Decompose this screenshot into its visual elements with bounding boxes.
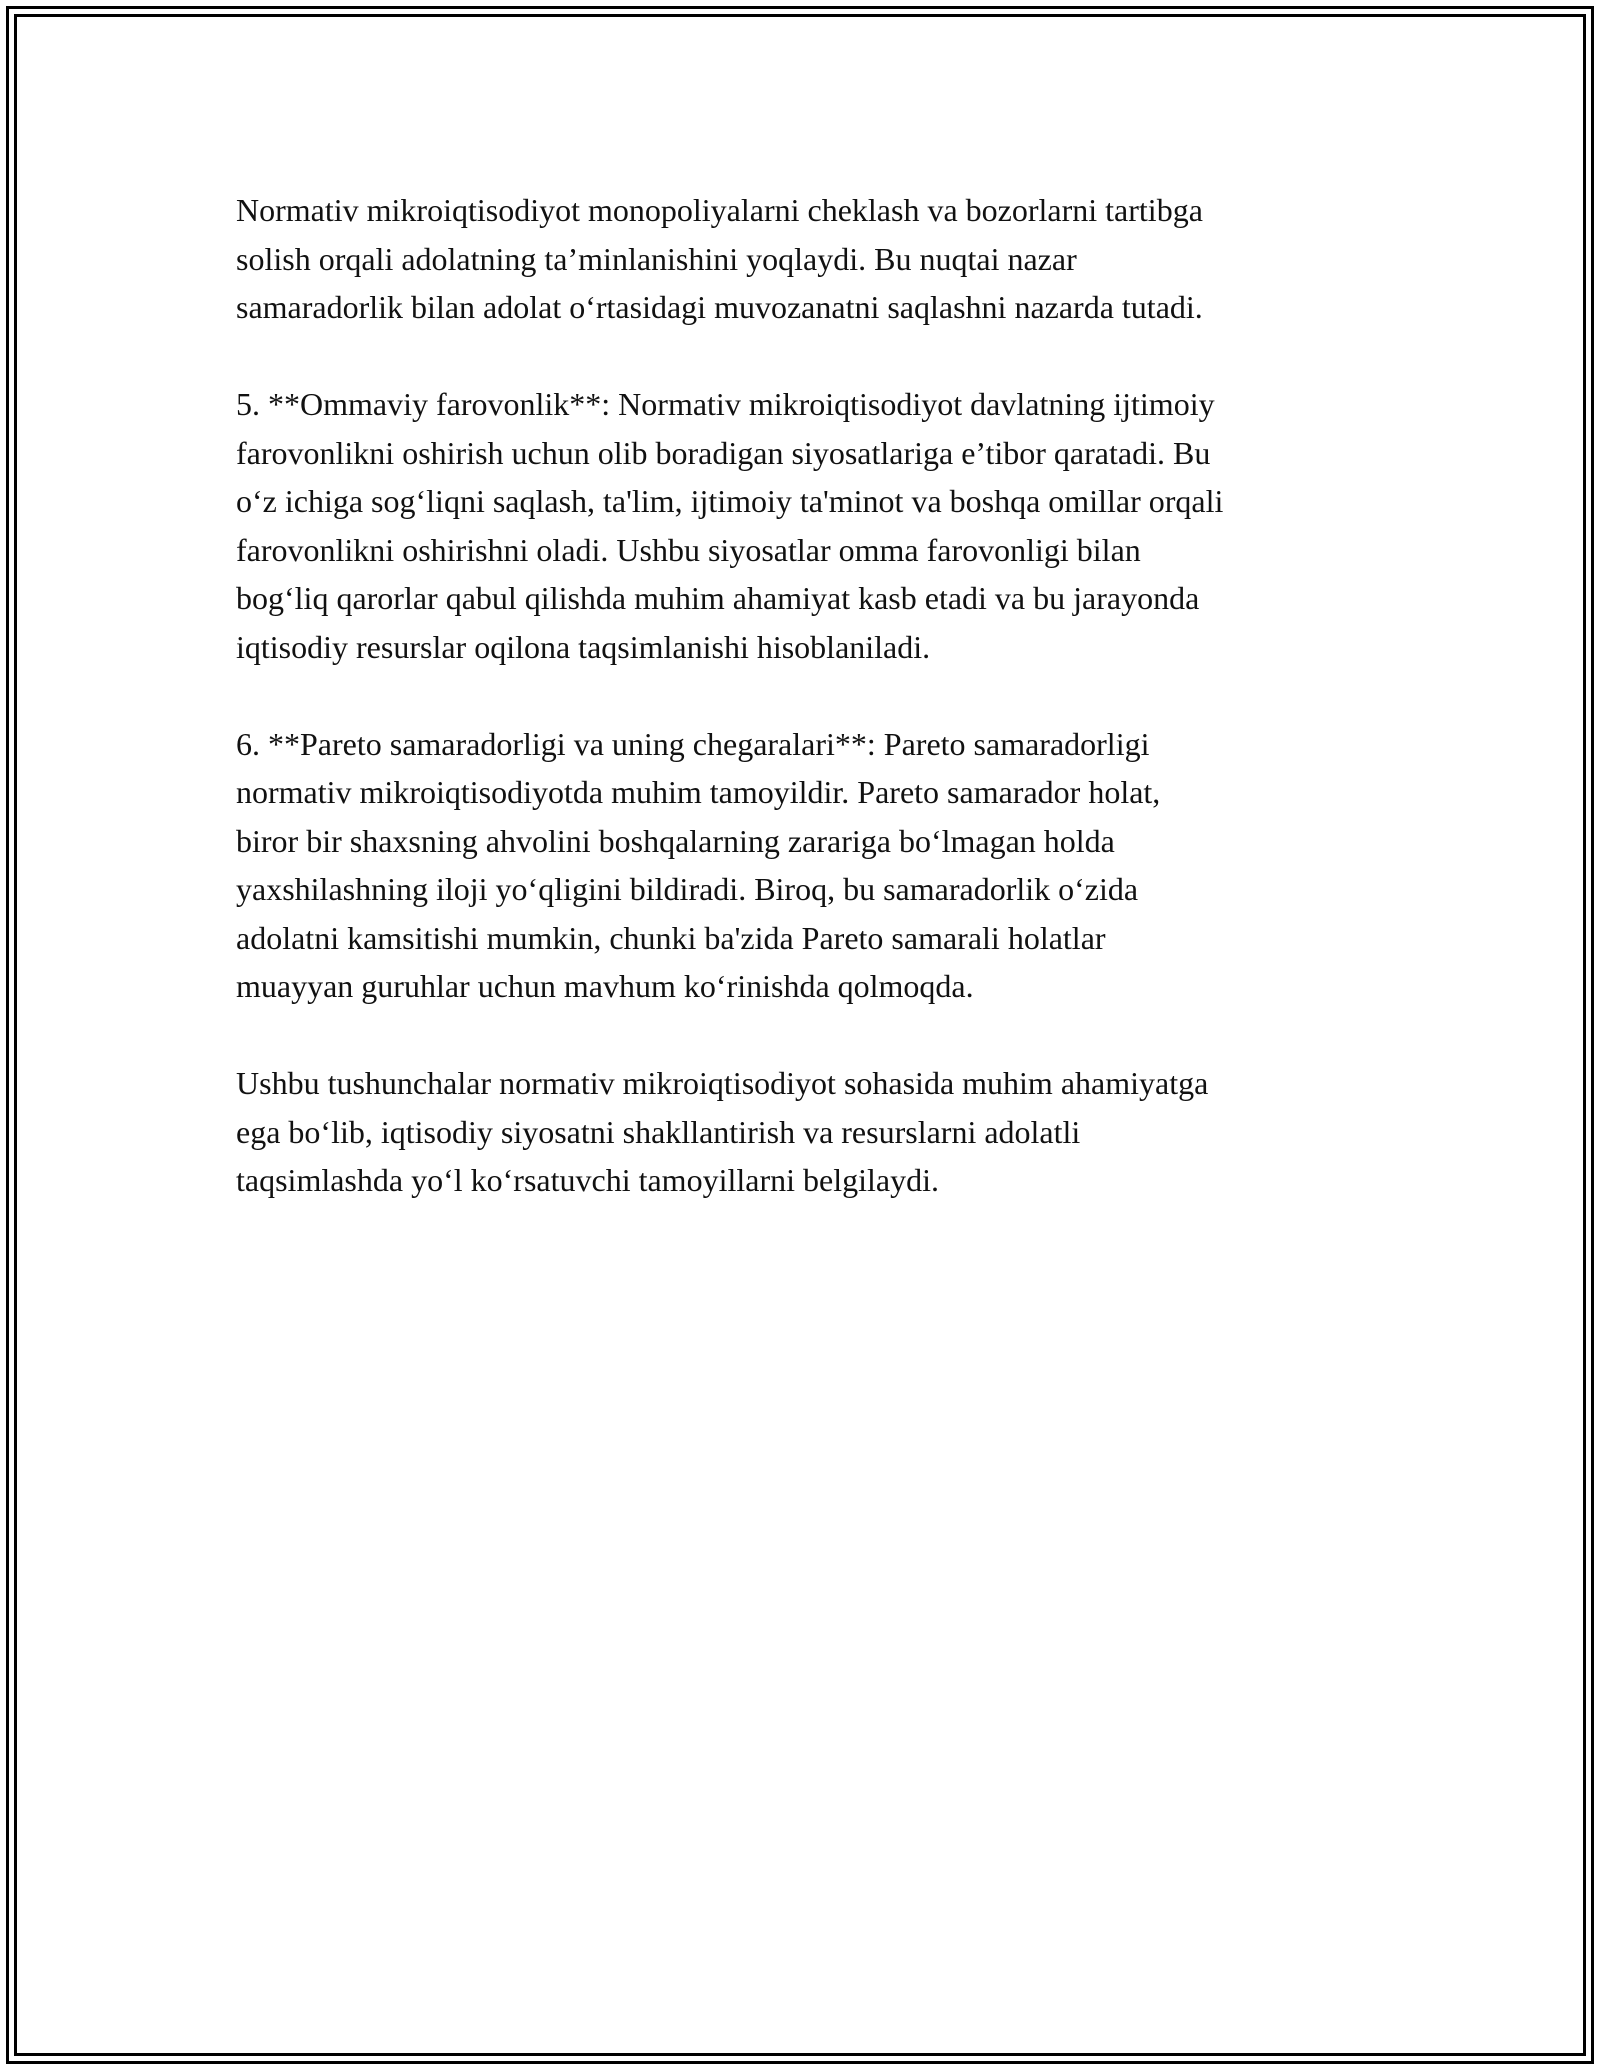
text-line: 5. **Ommaviy farovonlik**: Normativ mikroiqtisodiyot davlatning ijtimoiy	[236, 386, 1215, 422]
text-line: Normativ mikroiqtisodiyot monopoliyalarni cheklash va bozorlarni tartibga	[236, 192, 1203, 228]
paragraph-pareto	[236, 720, 1376, 1011]
text-line: normativ mikroiqtisodiyotda muhim tamoyildir. Pareto samarador holat,	[236, 774, 1161, 810]
paragraph-intro	[236, 186, 1376, 332]
text-line: adolatni kamsitishi mumkin, chunki ba'zida Pareto samarali holatlar	[236, 919, 1106, 956]
text-line: farovonlikni oshirish uchun olib boradigan siyosatlariga e’tibor qaratadi. Bu	[236, 434, 1211, 471]
text-line: 6. **Pareto samaradorligi va uning chegaralari**: Pareto samaradorligi	[236, 725, 1150, 762]
text-line: yaxshilashning iloji yo‘qligini bildiradi. Biroq, bu samaradorlik o‘zida	[236, 871, 1139, 907]
text-line: Ushbu tushunchalar normativ mikroiqtisodiyot sohasida muhim ahamiyatga	[236, 1065, 1209, 1101]
text-line: farovonlikni oshirishni oladi. Ushbu siyosatlar omma farovonligi bilan	[236, 531, 1141, 568]
text-line: biror bir shaxsning ahvolini boshqalarning zarariga bo‘lmagan holda	[236, 822, 1115, 859]
text-line: taqsimlashda yo‘l ko‘rsatuvchi tamoyillarni belgilaydi.	[236, 1162, 939, 1198]
text-line: solish orqali adolatning ta’minlanishini yoqlaydi. Bu nuqtai nazar	[236, 240, 1077, 277]
paragraph-ommaviy-farovonlik	[236, 380, 1376, 671]
text-line: muayyan guruhlar uchun mavhum ko‘rinishda qolmoqda.	[236, 968, 974, 1004]
document-body	[236, 186, 1376, 1253]
text-line: o‘z ichiga sog‘liqni saqlash, ta'lim, ijtimoiy ta'minot va boshqa omillar orqali	[236, 483, 1224, 519]
text-line: iqtisodiy resurslar oqilona taqsimlanishi hisoblaniladi.	[236, 628, 931, 665]
text-line: bog‘liq qarorlar qabul qilishda muhim ahamiyat kasb etadi va bu jarayonda	[236, 580, 1200, 616]
text-line: ega bo‘lib, iqtisodiy siyosatni shakllantirish va resurslarni adolatli	[236, 1113, 1081, 1150]
text-line: samaradorlik bilan adolat o‘rtasidagi muvozanatni saqlashni nazarda tutadi.	[236, 289, 1203, 325]
paragraph-conclusion	[236, 1059, 1376, 1205]
